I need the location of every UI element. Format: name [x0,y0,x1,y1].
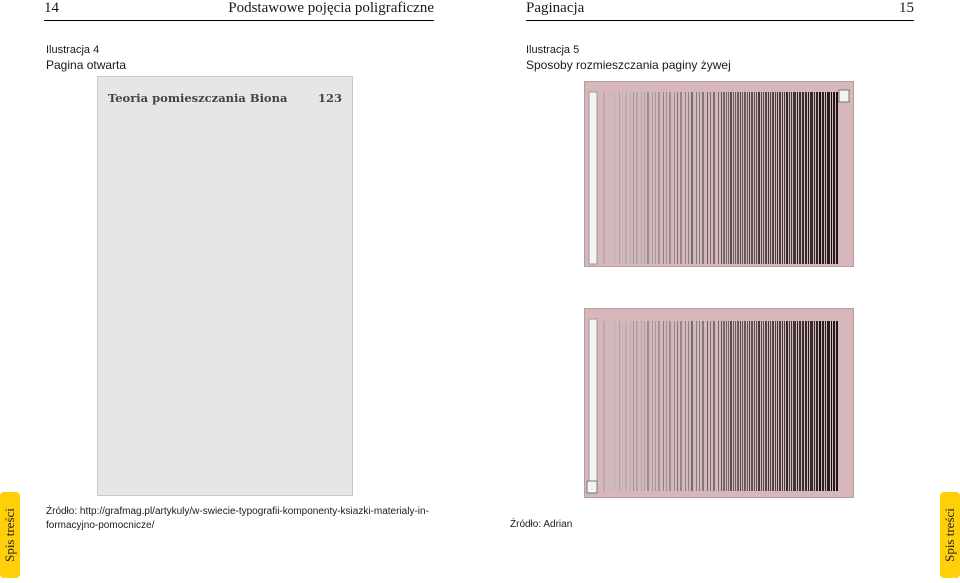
page-stripe [747,92,748,264]
page-stripe [751,92,753,264]
page-stripe [641,92,642,264]
page-stripe [728,321,729,491]
page-stripe [644,321,645,491]
page-stripe [710,321,711,491]
page-stripe [707,321,708,491]
page-stripe [737,321,739,491]
page-stripes [603,321,838,491]
figure-caption-4 [46,43,126,73]
page-stripe [814,92,815,264]
page-stripe [808,321,809,491]
page-stripe [663,92,664,264]
page-stripe [680,321,682,491]
page-stripe [677,321,678,491]
page-stripe [603,92,605,264]
page-stripe [614,92,616,264]
page-number-left: 14 [44,0,59,16]
page-stripe [669,92,671,264]
page-stripe [625,321,627,491]
page-stripe [658,321,660,491]
page-stripe [768,92,769,264]
page-stripe [619,321,620,491]
page-stripe [786,92,788,264]
page-stripe [655,92,656,264]
page-mock-illustration [97,76,353,496]
page-stripe [735,321,736,491]
page-stripe [822,92,824,264]
page-stripe [827,92,830,264]
page-stripe [603,321,605,491]
page-stripe [758,92,760,264]
page-stripe [622,92,623,264]
page-stripe [754,321,755,491]
page-stripe [718,321,719,491]
page-stripe [721,321,722,491]
page-stripe [740,321,741,491]
page-stripe [691,321,693,491]
page-stripe [761,92,762,264]
page-stripe [696,92,697,264]
page-stripe [677,92,678,264]
page-stripe [669,321,671,491]
page-stripe [674,92,675,264]
page-stripe [827,321,830,491]
toc-tab-left[interactable] [0,492,20,578]
page-stripe [699,92,700,264]
page-stripe [744,92,746,264]
page-stripe [666,321,667,491]
page-stripe [836,92,838,264]
page-stripe [797,321,798,491]
page-stripe [608,92,609,264]
page-stripe [730,321,732,491]
toc-tab-left-label: Spis treści [2,508,17,562]
page-stripe [733,321,734,491]
page-stripe [833,92,835,264]
page-stripe [768,321,769,491]
header-rule-right [526,20,914,21]
page-stripe [713,321,715,491]
page-number-right: 15 [899,0,914,16]
page-stripe [789,92,790,264]
page-stripe [772,92,774,264]
page-stripe [805,321,807,491]
page-stripe [633,321,634,491]
page-stripe [805,92,807,264]
page-stripe [833,321,835,491]
page-stripe [644,92,645,264]
header-rule-left [44,20,434,21]
page-stripe [619,92,620,264]
page-stripe [702,92,704,264]
page-number-marker [839,90,849,102]
figure-title: Pagina otwarta [46,58,127,72]
page-stripe [814,321,815,491]
source-note-right: Źródło: Adrian [510,519,573,530]
page-stripe [749,92,750,264]
page-stripe [758,321,760,491]
page-stripe [761,321,762,491]
left-page-edge [589,92,597,264]
page-stripe [652,92,653,264]
page-stripe [723,92,725,264]
page-stripe [816,321,818,491]
page-stripe [756,321,757,491]
page-stripe [633,92,634,264]
page-stripe [663,321,664,491]
page-stripe [696,321,697,491]
page-stripe [744,321,746,491]
page-stripe [674,321,675,491]
running-header-left: Podstawowe pojęcia poligraficzne [228,0,434,16]
page-stripe [836,321,838,491]
figure-title: Sposoby rozmieszczania paginy żywej [526,58,731,72]
page-stripe [789,321,790,491]
page-stripe [641,321,642,491]
page-stripe [772,321,774,491]
page-stripe [655,321,656,491]
page-stripe [763,92,764,264]
page-stripe [691,92,693,264]
page-stripe [652,321,653,491]
page-stripe [777,321,778,491]
page-stripe [723,321,725,491]
page-stripe [793,92,796,264]
page-stripe [713,92,715,264]
page-stripe [728,92,729,264]
page-stripe [737,92,739,264]
page-stripe [733,92,734,264]
page-stripe [742,92,743,264]
page-stripe [625,92,627,264]
page-stripe [721,92,722,264]
page-stripe [747,321,748,491]
page-stripe [784,92,785,264]
page-stripe [810,321,813,491]
page-stripe [763,321,764,491]
book-spread-mock-top [584,81,854,267]
page-stripe [770,321,771,491]
mock-page-number: 123 [317,91,342,105]
page-stripe [819,321,821,491]
page-stripe [791,92,792,264]
page-stripe [647,321,649,491]
page-stripe [782,321,783,491]
figure-label: Ilustracja 4 [46,44,100,56]
page-stripe [784,321,785,491]
page-stripe [614,321,616,491]
page-stripe [825,92,826,264]
page-stripe [688,321,689,491]
page-number-marker [587,481,597,493]
page-stripe [751,321,753,491]
figure-label: Ilustracja 5 [526,44,580,56]
page-stripe [808,92,809,264]
page-stripe [802,321,804,491]
book-pages-top [585,82,855,268]
page-stripe [779,92,781,264]
page-stripe [636,92,638,264]
source-note-left: Źródło: http://grafmag.pl/artykuly/w-swiecie-typografii-komponenty-ksiazki-materialy-in-formacyjno-pomocnicze/ [46,506,429,531]
page-stripe [726,321,727,491]
page-stripe [819,92,821,264]
page-stripe [740,92,741,264]
page-stripe [793,321,796,491]
page-stripe [685,92,686,264]
page-stripe [742,321,743,491]
page-stripe [775,92,776,264]
page-stripe [775,321,776,491]
toc-tab-right-label: Spis treści [942,508,957,562]
running-header-right: Paginacja [526,0,585,16]
page-stripe [799,321,801,491]
page-stripe [688,92,689,264]
mock-running-title: Teoria pomieszczania Biona [108,91,288,105]
page-stripe [765,92,767,264]
page-stripe [756,92,757,264]
page-stripe [770,92,771,264]
page-stripe [680,92,682,264]
page-stripe [622,321,623,491]
page-stripe [707,92,708,264]
page-stripe [702,321,704,491]
page-stripe [658,92,660,264]
page-stripe [831,321,832,491]
page-stripe [802,92,804,264]
page-stripe [685,321,686,491]
page-stripe [791,321,792,491]
page-stripe [636,321,638,491]
page-stripe [730,92,732,264]
book-spread-mock-bottom [584,308,854,498]
page-stripe [611,321,612,491]
page-stripe [726,92,727,264]
toc-tab-right[interactable] [940,492,960,578]
page-stripe [816,92,818,264]
page-stripe [754,92,755,264]
book-pages-bottom [585,309,855,499]
page-stripe [810,92,813,264]
page-stripe [779,321,781,491]
page-stripe [797,92,798,264]
page-stripe [699,321,700,491]
page-stripe [825,321,826,491]
page-stripe [630,321,631,491]
page-stripes [603,92,838,264]
page-stripe [608,321,609,491]
page-stripe [647,92,649,264]
page-stripe [831,92,832,264]
page-stripe [735,92,736,264]
page-stripe [782,92,783,264]
left-page-edge [589,319,597,483]
page-stripe [710,92,711,264]
page-stripe [611,92,612,264]
figure-caption-5 [526,43,731,73]
page-stripe [799,92,801,264]
page-stripe [749,321,750,491]
page-stripe [765,321,767,491]
page-stripe [718,92,719,264]
page-stripe [786,321,788,491]
page-stripe [777,92,778,264]
page-stripe [630,92,631,264]
right-page [480,0,960,583]
page-stripe [822,321,824,491]
page-stripe [666,92,667,264]
